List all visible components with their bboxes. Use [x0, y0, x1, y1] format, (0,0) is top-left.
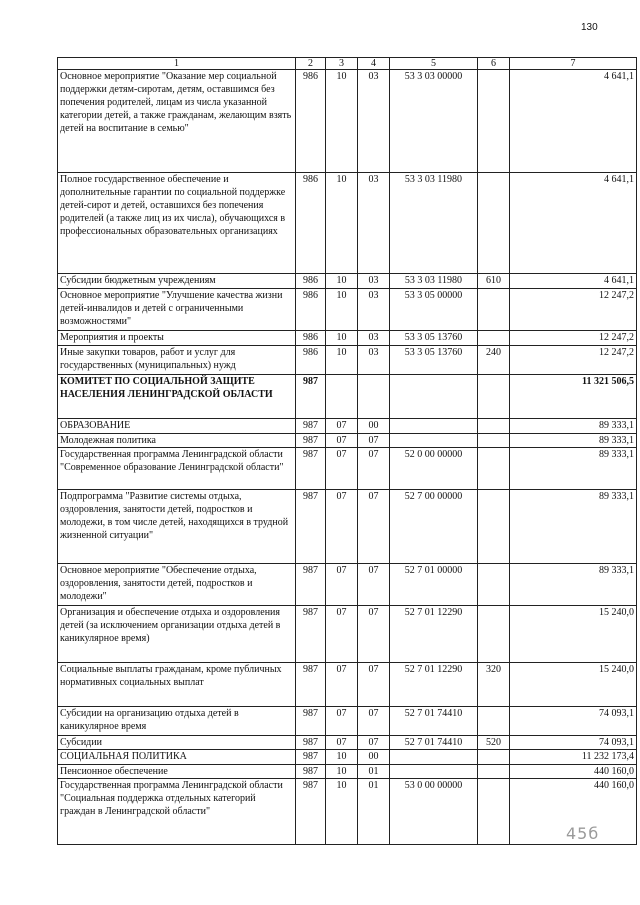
expense-type-cell: 240	[478, 346, 510, 375]
target-article-cell	[390, 375, 478, 419]
item-name-cell: Иные закупки товаров, работ и услуг для государственных (муниципальных) нужд	[58, 346, 296, 375]
expense-type-cell	[478, 70, 510, 173]
target-article-cell	[390, 434, 478, 448]
target-article-cell: 53 3 05 00000	[390, 289, 478, 331]
subsection-code-cell: 01	[358, 779, 390, 845]
amount-cell: 89 333,1	[510, 490, 637, 564]
target-article-cell: 53 3 03 00000	[390, 70, 478, 173]
item-name-cell: Субсидии на организацию отдыха детей в каникулярное время	[58, 707, 296, 736]
section-code-cell: 10	[326, 346, 358, 375]
table-row	[58, 736, 637, 750]
target-article-cell: 53 0 00 00000	[390, 779, 478, 845]
grbs-code-cell: 986	[296, 331, 326, 346]
item-name-cell: Основное мероприятие "Оказание мер социальной поддержки детям-сиротам, детям, оставшимся без попечения родителей, лицам из числа указанной категории детей, а также гражданам, желающим взять детей на воспитание в семью"	[58, 70, 296, 173]
grbs-code-cell: 987	[296, 490, 326, 564]
table-row	[58, 434, 637, 448]
target-article-cell: 52 7 01 12290	[390, 606, 478, 663]
section-code-cell: 07	[326, 663, 358, 707]
amount-cell: 12 247,2	[510, 289, 637, 331]
section-code-cell: 10	[326, 70, 358, 173]
item-name-cell: Государственная программа Ленинградской области "Социальная поддержка отдельных категорий граждан в Ленинградской области"	[58, 779, 296, 845]
table-row	[58, 274, 637, 289]
expense-type-cell	[478, 331, 510, 346]
item-name-cell: Субсидии бюджетным учреждениям	[58, 274, 296, 289]
expense-type-cell	[478, 173, 510, 274]
item-name-cell: Организация и обеспечение отдыха и оздоровления детей (за исключением организации отдыха детей в каникулярное время)	[58, 606, 296, 663]
expense-type-cell	[478, 750, 510, 765]
grbs-code-cell: 987	[296, 736, 326, 750]
subsection-code-cell	[358, 375, 390, 419]
target-article-cell: 53 3 03 11980	[390, 274, 478, 289]
target-article-cell: 52 7 01 74410	[390, 707, 478, 736]
expense-type-cell	[478, 448, 510, 490]
grbs-code-cell: 986	[296, 274, 326, 289]
subsection-code-cell: 03	[358, 274, 390, 289]
subsection-code-cell: 03	[358, 331, 390, 346]
amount-cell: 89 333,1	[510, 564, 637, 606]
amount-cell: 4 641,1	[510, 70, 637, 173]
target-article-cell	[390, 419, 478, 434]
amount-cell: 74 093,1	[510, 707, 637, 736]
expense-type-cell: 610	[478, 274, 510, 289]
expense-type-cell	[478, 779, 510, 845]
section-code-cell: 07	[326, 606, 358, 663]
table-row	[58, 707, 637, 736]
section-code-cell	[326, 375, 358, 419]
target-article-cell: 52 7 01 12290	[390, 663, 478, 707]
grbs-code-cell: 987	[296, 375, 326, 419]
subsection-code-cell: 07	[358, 736, 390, 750]
grbs-code-cell: 987	[296, 606, 326, 663]
grbs-code-cell: 987	[296, 663, 326, 707]
subsection-code-cell: 03	[358, 70, 390, 173]
subsection-code-cell: 07	[358, 434, 390, 448]
grbs-code-cell: 986	[296, 173, 326, 274]
section-code-cell: 10	[326, 331, 358, 346]
amount-cell: 11 321 506,5	[510, 375, 637, 419]
section-code-cell: 07	[326, 490, 358, 564]
subsection-code-cell: 07	[358, 707, 390, 736]
table-body	[58, 70, 637, 845]
subsection-code-cell: 00	[358, 750, 390, 765]
subsection-code-cell: 00	[358, 419, 390, 434]
subsection-code-cell: 07	[358, 564, 390, 606]
item-name-cell: Основное мероприятие "Обеспечение отдыха, оздоровления, занятости детей, подростков и молодежи"	[58, 564, 296, 606]
target-article-cell: 52 7 01 74410	[390, 736, 478, 750]
expense-type-cell: 520	[478, 736, 510, 750]
section-code-cell: 07	[326, 707, 358, 736]
amount-cell: 4 641,1	[510, 173, 637, 274]
grbs-code-cell: 987	[296, 750, 326, 765]
table-row	[58, 663, 637, 707]
item-name-cell: Государственная программа Ленинградской области "Современное образование Ленинградской области"	[58, 448, 296, 490]
table-row	[58, 564, 637, 606]
subsection-code-cell: 03	[358, 346, 390, 375]
target-article-cell: 52 0 00 00000	[390, 448, 478, 490]
section-code-cell: 07	[326, 434, 358, 448]
grbs-code-cell: 987	[296, 434, 326, 448]
amount-cell: 74 093,1	[510, 736, 637, 750]
section-code-cell: 10	[326, 750, 358, 765]
target-article-cell	[390, 765, 478, 779]
table-row	[58, 346, 637, 375]
expense-type-cell	[478, 434, 510, 448]
amount-cell: 11 232 173,4	[510, 750, 637, 765]
header-cell: 4	[358, 58, 390, 70]
table-row	[58, 606, 637, 663]
table-row	[58, 779, 637, 845]
amount-cell: 15 240,0	[510, 606, 637, 663]
header-cell: 3	[326, 58, 358, 70]
amount-cell: 440 160,0	[510, 765, 637, 779]
table-row	[58, 765, 637, 779]
item-name-cell: Мероприятия и проекты	[58, 331, 296, 346]
subsection-code-cell: 07	[358, 663, 390, 707]
item-name-cell: Пенсионное обеспечение	[58, 765, 296, 779]
item-name-cell: СОЦИАЛЬНАЯ ПОЛИТИКА	[58, 750, 296, 765]
section-code-cell: 10	[326, 173, 358, 274]
grbs-code-cell: 987	[296, 707, 326, 736]
target-article-cell: 52 7 01 00000	[390, 564, 478, 606]
target-article-cell: 52 7 00 00000	[390, 490, 478, 564]
section-code-cell: 10	[326, 289, 358, 331]
item-name-cell: Подпрограмма "Развитие системы отдыха, оздоровления, занятости детей, подростков и молодежи, в том числе детей, находящихся в трудной жизненной ситуации"	[58, 490, 296, 564]
amount-cell: 15 240,0	[510, 663, 637, 707]
header-cell: 5	[390, 58, 478, 70]
item-name-cell: Социальные выплаты гражданам, кроме публичных нормативных социальных выплат	[58, 663, 296, 707]
subsection-code-cell: 03	[358, 173, 390, 274]
amount-cell: 89 333,1	[510, 434, 637, 448]
section-code-cell: 10	[326, 765, 358, 779]
table-row	[58, 70, 637, 173]
table-row	[58, 448, 637, 490]
handwritten-number-stamp: 45б	[566, 824, 600, 843]
expense-type-cell	[478, 289, 510, 331]
header-cell: 7	[510, 58, 637, 70]
table-row	[58, 375, 637, 419]
grbs-code-cell: 986	[296, 346, 326, 375]
grbs-code-cell: 987	[296, 448, 326, 490]
table-row	[58, 289, 637, 331]
amount-cell: 12 247,2	[510, 331, 637, 346]
budget-table	[57, 57, 637, 845]
amount-cell: 12 247,2	[510, 346, 637, 375]
amount-cell: 440 160,0	[510, 779, 637, 845]
table-row	[58, 750, 637, 765]
expense-type-cell	[478, 765, 510, 779]
subsection-code-cell: 07	[358, 490, 390, 564]
table-row	[58, 490, 637, 564]
expense-type-cell	[478, 606, 510, 663]
section-code-cell: 07	[326, 564, 358, 606]
expense-type-cell: 320	[478, 663, 510, 707]
header-cell: 1	[58, 58, 296, 70]
section-code-cell: 07	[326, 736, 358, 750]
section-code-cell: 10	[326, 274, 358, 289]
item-name-cell: КОМИТЕТ ПО СОЦИАЛЬНОЙ ЗАЩИТЕ НАСЕЛЕНИЯ ЛЕНИНГРАДСКОЙ ОБЛАСТИ	[58, 375, 296, 419]
grbs-code-cell: 986	[296, 289, 326, 331]
grbs-code-cell: 987	[296, 765, 326, 779]
item-name-cell: Субсидии	[58, 736, 296, 750]
amount-cell: 4 641,1	[510, 274, 637, 289]
header-cell: 2	[296, 58, 326, 70]
subsection-code-cell: 01	[358, 765, 390, 779]
page-number: 130	[581, 22, 598, 33]
grbs-code-cell: 987	[296, 779, 326, 845]
section-code-cell: 07	[326, 419, 358, 434]
grbs-code-cell: 987	[296, 564, 326, 606]
grbs-code-cell: 986	[296, 70, 326, 173]
table-row	[58, 419, 637, 434]
grbs-code-cell: 987	[296, 419, 326, 434]
expense-type-cell	[478, 490, 510, 564]
expense-type-cell	[478, 419, 510, 434]
header-row	[58, 58, 637, 70]
target-article-cell: 53 3 03 11980	[390, 173, 478, 274]
table-row	[58, 331, 637, 346]
expense-type-cell	[478, 707, 510, 736]
section-code-cell: 07	[326, 448, 358, 490]
item-name-cell: ОБРАЗОВАНИЕ	[58, 419, 296, 434]
subsection-code-cell: 03	[358, 289, 390, 331]
target-article-cell: 53 3 05 13760	[390, 331, 478, 346]
amount-cell: 89 333,1	[510, 419, 637, 434]
item-name-cell: Полное государственное обеспечение и дополнительные гарантии по социальной поддержке детей-сирот и детей, оставшихся без попечения родителей (а также лиц из их числа), обучающихся в профессиональных образовательных организациях	[58, 173, 296, 274]
expense-type-cell	[478, 375, 510, 419]
target-article-cell: 53 3 05 13760	[390, 346, 478, 375]
item-name-cell: Молодежная политика	[58, 434, 296, 448]
section-code-cell: 10	[326, 779, 358, 845]
header-cell: 6	[478, 58, 510, 70]
expense-type-cell	[478, 564, 510, 606]
amount-cell: 89 333,1	[510, 448, 637, 490]
target-article-cell	[390, 750, 478, 765]
table-row	[58, 173, 637, 274]
item-name-cell: Основное мероприятие "Улучшение качества жизни детей-инвалидов и детей с ограниченными возможностями"	[58, 289, 296, 331]
subsection-code-cell: 07	[358, 606, 390, 663]
subsection-code-cell: 07	[358, 448, 390, 490]
